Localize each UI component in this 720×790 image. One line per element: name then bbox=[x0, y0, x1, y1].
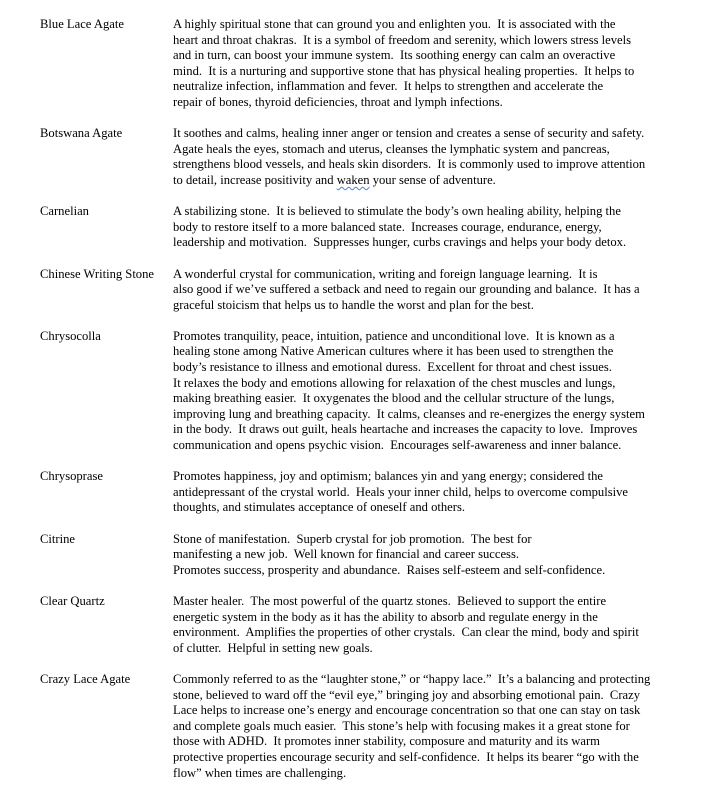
description-line: strengthens blood vessels, and heals skin disorders. It is commonly used to improve attention bbox=[173, 157, 646, 172]
description-line: Commonly referred to as the “laughter stone,” or “happy lace.” It’s a balancing and protecting bbox=[173, 671, 651, 686]
description-line: graceful stoicism that helps us to handle the worst and plan for the best. bbox=[173, 297, 534, 312]
stone-name: Crazy Lace Agate bbox=[40, 671, 131, 686]
stone-entry bbox=[40, 17, 720, 111]
stone-description bbox=[173, 17, 720, 111]
stone-description bbox=[173, 267, 720, 314]
description-line: flow” when times are challenging. bbox=[173, 765, 347, 780]
description-line: repair of bones, thyroid deficiencies, throat and lymph infections. bbox=[173, 94, 503, 109]
description-line: of clutter. Helpful in setting new goals. bbox=[173, 640, 373, 655]
description-line: Promotes happiness, joy and optimism; balances yin and yang energy; considered the bbox=[173, 469, 603, 484]
description-line: stone, believed to ward off the “evil eye,” bringing joy and absorbing emotional pain. Crazy bbox=[173, 687, 641, 702]
description-line: and complete goals much easier. This stone’s help with focusing makes it a great stone for bbox=[173, 718, 630, 733]
stone-description bbox=[173, 204, 720, 251]
description-line: A highly spiritual stone that can ground you and enlighten you. It is associated with the bbox=[173, 17, 616, 31]
description-line: to detail, increase positivity and waken your sense of adventure. bbox=[173, 172, 496, 187]
stone-entry bbox=[40, 532, 720, 579]
description-line: making breathing easier. It oxygenates the blood and the cellular structure of the lungs, bbox=[173, 391, 615, 406]
description-line: A stabilizing stone. It is believed to stimulate the body’s own healing ability, helping the bbox=[173, 204, 621, 219]
stone-name: Chrysocolla bbox=[40, 328, 101, 343]
description-line: mind. It is a nurturing and supportive stone that has physical healing properties. It helps to bbox=[173, 63, 635, 78]
description-line: manifesting a new job. Well known for financial and career success. bbox=[173, 547, 520, 562]
stone-name: Blue Lace Agate bbox=[40, 17, 124, 31]
description-line: energetic system in the body as it has the ability to absorb and regulate energy in the bbox=[173, 609, 598, 624]
description-line: Agate heals the eyes, stomach and uterus, cleanses the lymphatic system and pancreas, bbox=[173, 141, 610, 156]
description-line: in the body. It draws out guilt, heals heartache and increases the capacity to love. Improves bbox=[173, 422, 638, 437]
description-line: Promotes tranquility, peace, intuition, patience and unconditional love. It is known as a bbox=[173, 328, 615, 343]
stone-entry bbox=[40, 126, 720, 188]
spellcheck-underline: waken bbox=[336, 172, 370, 187]
description-line: neutralize infection, inflammation and fever. It helps to strengthen and accelerate the bbox=[173, 79, 604, 94]
stone-description bbox=[173, 532, 720, 579]
description-line: healing stone among Native American cultures where it has been used to strengthen the bbox=[173, 344, 614, 359]
description-line: It soothes and calms, healing inner anger or tension and creates a sense of security and safety. bbox=[173, 126, 645, 141]
description-line: communication and opens psychic vision. Encourages self-awareness and inner balance. bbox=[173, 438, 622, 453]
description-line: also good if we’ve suffered a setback and need to regain our grounding and balance. It has a bbox=[173, 282, 640, 297]
stone-entry bbox=[40, 594, 720, 656]
description-line: A wonderful crystal for communication, writing and foreign language learning. It is bbox=[173, 266, 598, 281]
description-line: those with ADHD. It promotes inner stability, composure and maturity and its warm bbox=[173, 734, 600, 749]
stone-name: Chinese Writing Stone bbox=[40, 266, 154, 281]
stone-name: Chrysoprase bbox=[40, 469, 103, 484]
description-line: leadership and motivation. Suppresses hunger, curbs cravings and helps your body detox. bbox=[173, 235, 627, 250]
stone-name: Carnelian bbox=[40, 204, 89, 219]
description-line: Master healer. The most powerful of the quartz stones. Believed to support the entire bbox=[173, 593, 607, 608]
description-line: improving lung and breathing capacity. It calms, cleanses and re-energizes the energy system bbox=[173, 406, 645, 421]
description-line: Stone of manifestation. Superb crystal for job promotion. The best for bbox=[173, 531, 532, 546]
stone-entry bbox=[40, 469, 720, 516]
description-line: body’s resistance to illness and emotional duress. Excellent for throat and chest issues. bbox=[173, 360, 612, 375]
stone-description bbox=[173, 329, 720, 454]
description-line: Promotes success, prosperity and abundance. Raises self-esteem and self-confidence. bbox=[173, 562, 606, 577]
stone-name: Citrine bbox=[40, 531, 75, 546]
description-line: antidepressant of the crystal world. Heals your inner child, helps to overcome compulsive bbox=[173, 484, 628, 499]
description-line: thoughts, and stimulates acceptance of oneself and others. bbox=[173, 500, 466, 515]
stone-entry bbox=[40, 267, 720, 314]
description-line: It relaxes the body and emotions allowing for relaxation of the chest muscles and lungs, bbox=[173, 375, 616, 390]
stone-entry bbox=[40, 204, 720, 251]
description-line: protective properties encourage security and self-confidence. It helps its bearer “go with the bbox=[173, 749, 639, 764]
stone-description bbox=[173, 469, 720, 516]
stone-name: Clear Quartz bbox=[40, 593, 105, 608]
stone-name: Botswana Agate bbox=[40, 126, 123, 141]
description-line: Lace helps to increase one’s energy and encourage concentration so that one can stay on task bbox=[173, 703, 641, 718]
description-line: body to restore itself to a more balanced state. Increases courage, endurance, energy, bbox=[173, 219, 602, 234]
description-line: heart and throat chakras. It is a symbol of freedom and serenity, which lowers stress levels bbox=[173, 32, 632, 47]
description-line: and in turn, can boost your immune system. Its soothing energy can calm an overactive bbox=[173, 48, 616, 63]
stone-entry bbox=[40, 329, 720, 454]
stone-description bbox=[173, 594, 720, 656]
stone-entry bbox=[40, 672, 720, 781]
description-line: environment. Amplifies the properties of other crystals. Can clear the mind, body and spirit bbox=[173, 625, 639, 640]
stone-description bbox=[173, 126, 720, 188]
stone-description bbox=[173, 672, 720, 781]
